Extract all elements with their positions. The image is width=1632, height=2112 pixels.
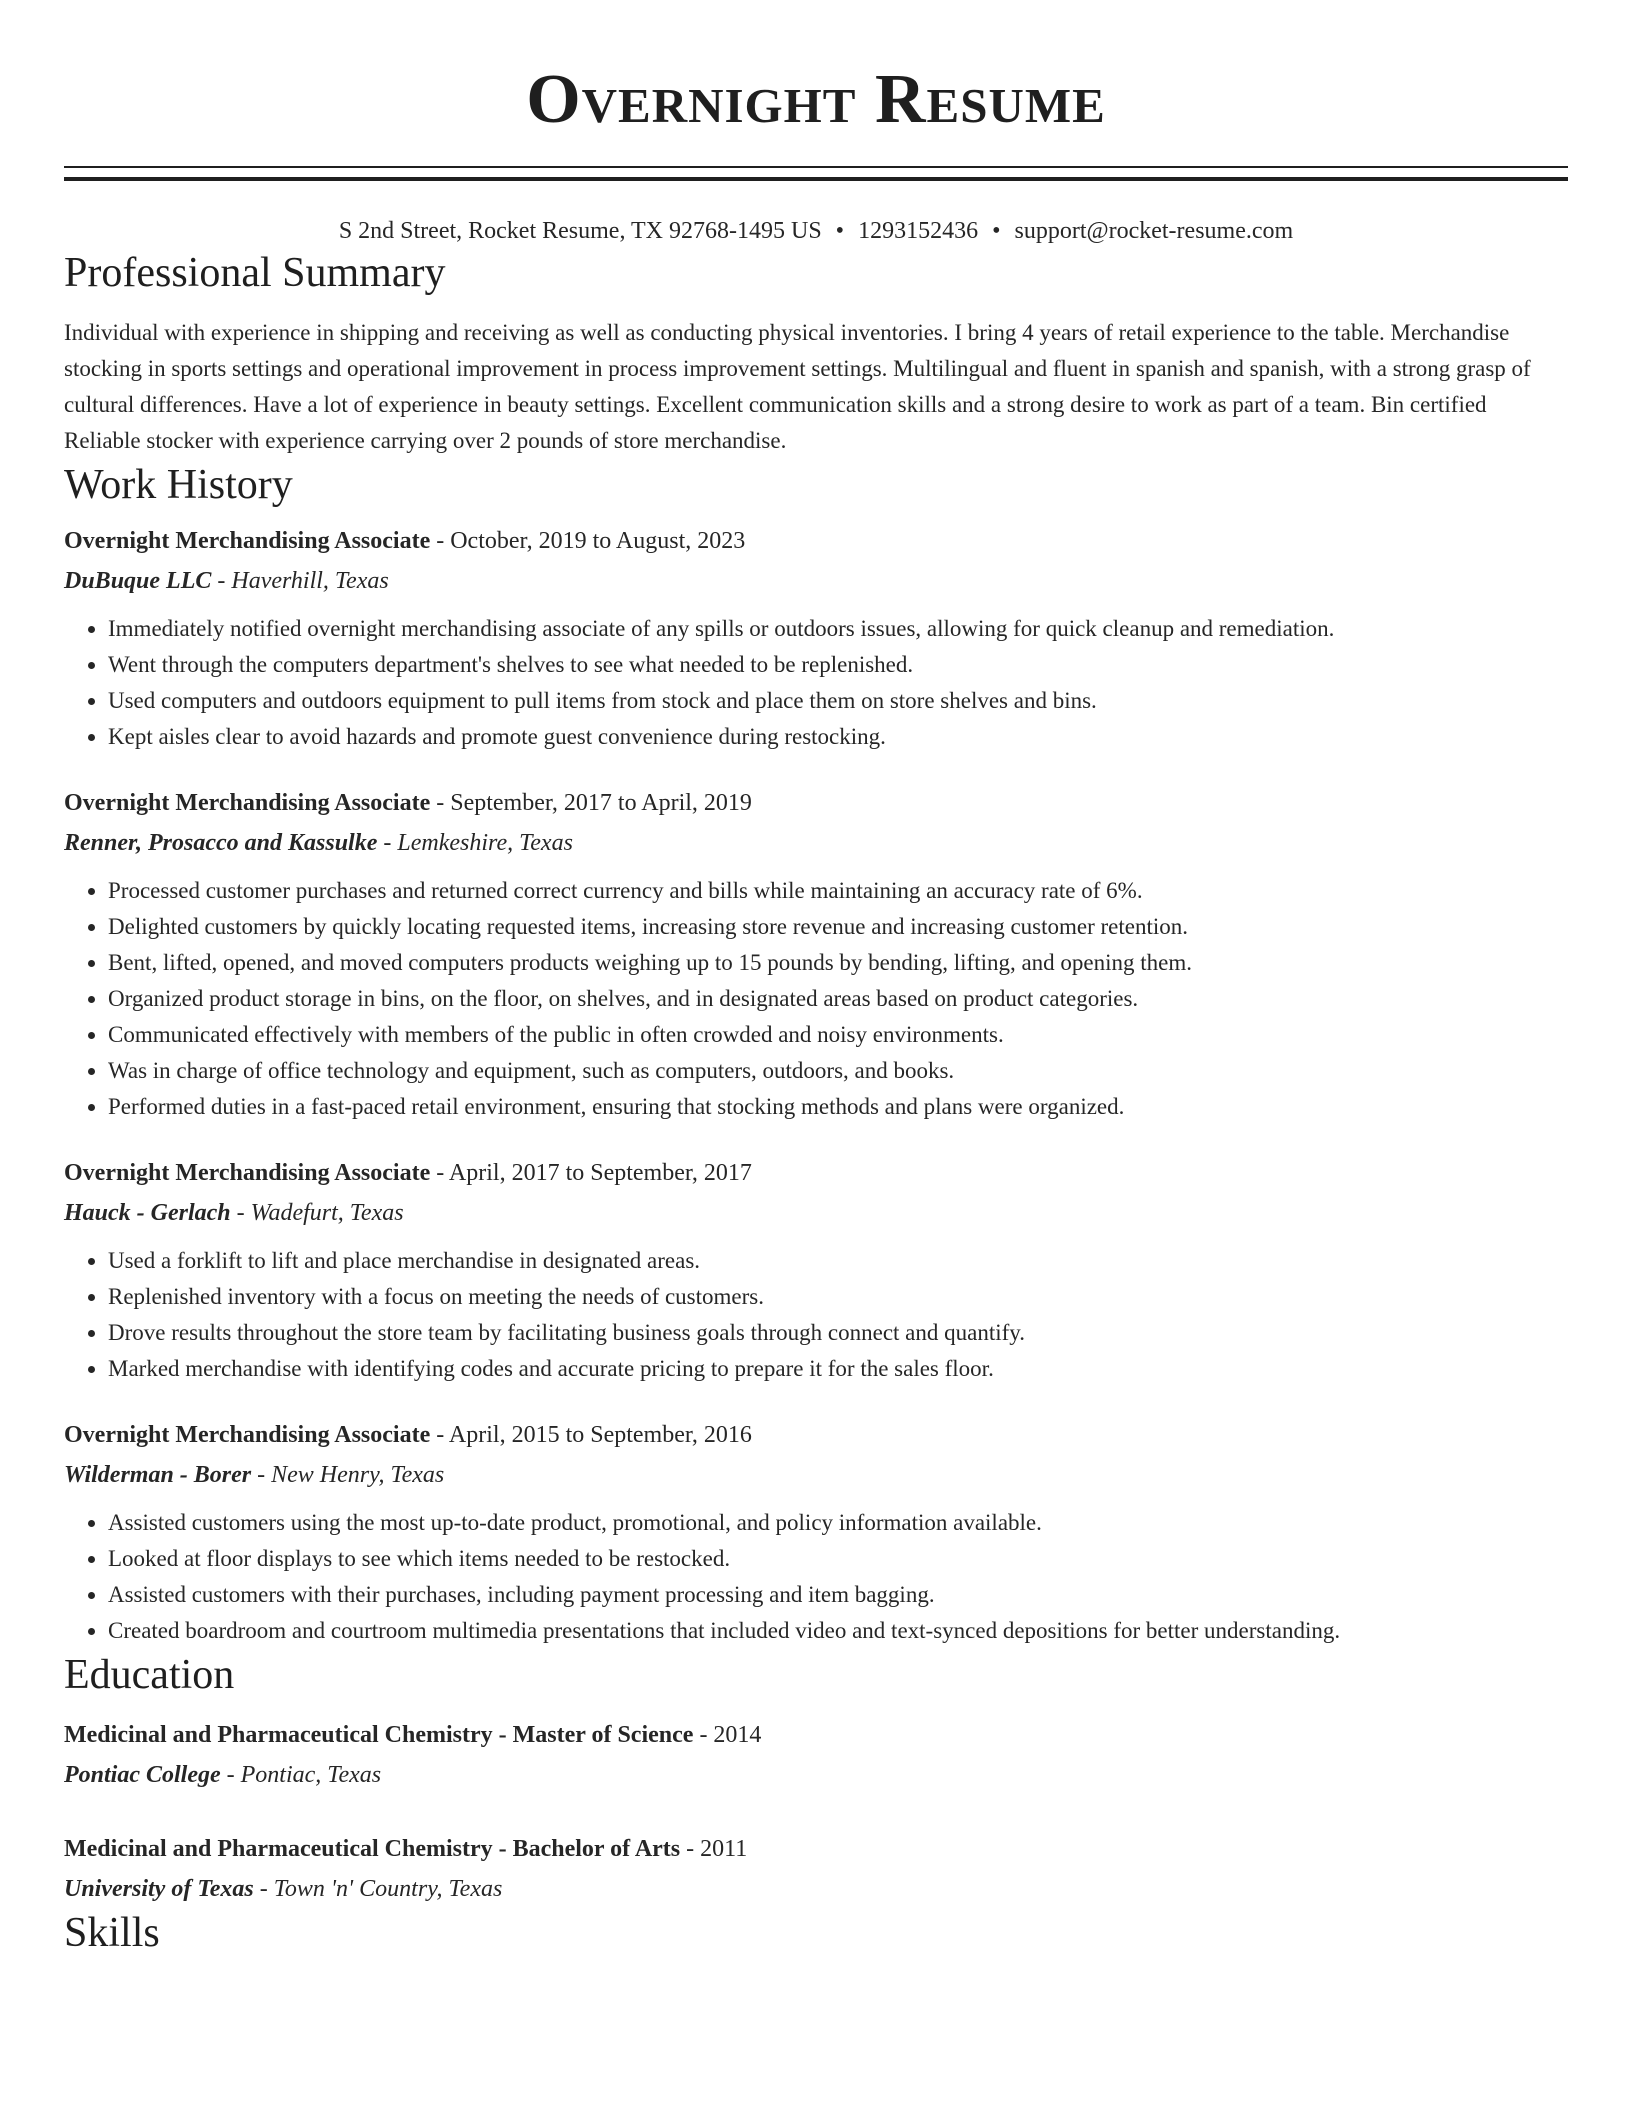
job-bullet: • Assisted customers with their purchases, including payment processing and item bagging. (108, 1577, 1568, 1613)
job-header (64, 1417, 1568, 1453)
job-bullet: • Went through the computers department's shelves to see what needed to be replenished. (108, 647, 1568, 683)
job-bullet: • Looked at floor displays to see which items needed to be restocked. (108, 1541, 1568, 1577)
education-school-line (64, 1757, 1568, 1793)
job-company: Hauck - Gerlach (64, 1200, 231, 1226)
education-degree: Medicinal and Pharmaceutical Chemistry - Bachelor of Arts (64, 1836, 681, 1862)
contact-separator: • (992, 218, 1001, 244)
education-header (64, 1717, 1568, 1753)
job-bullet: • Replenished inventory with a focus on meeting the needs of customers. (108, 1279, 1568, 1315)
job-entry (64, 1155, 1568, 1387)
job-entry (64, 523, 1568, 755)
education-year: - 2014 (699, 1722, 762, 1748)
work-history-heading: Work History (64, 462, 293, 508)
job-role: Overnight Merchandising Associate (64, 1422, 431, 1448)
summary-text: Individual with experience in shipping and receiving as well as conducting physical inventories. I bring 4 years of retail experience to the table. Merchandise stocking in sports settings and operational improvement in process improvement settings. Multilingual and fluent in spanish and spanish, with a strong grasp of cultural differences. Have a lot of experience in beauty settings. Excellent communication skills and a strong desire to work as part of a team. Bin certified Reliable stocker with experience carrying over 2 pounds of store merchandise. (64, 320, 1531, 453)
job-bullet: • Immediately notified overnight merchandising associate of any spills or outdoors issues, allowing for quick cleanup and remediation. (108, 611, 1568, 647)
job-company-line (64, 563, 1568, 599)
contact-line (64, 215, 1568, 247)
job-dates: - September, 2017 to April, 2019 (436, 790, 752, 816)
header-divider (64, 166, 1568, 181)
job-bullet: • Assisted customers using the most up-to-date product, promotional, and policy information available. (108, 1505, 1568, 1541)
job-bullet: • Delighted customers by quickly locating requested items, increasing store revenue and increasing customer retention. (108, 909, 1568, 945)
job-company-line (64, 1195, 1568, 1231)
education-school-line (64, 1871, 1568, 1907)
job-bullets (64, 611, 1568, 755)
summary-heading: Professional Summary (64, 250, 446, 296)
education-heading: Education (64, 1652, 235, 1698)
job-bullets (64, 1243, 1568, 1387)
job-location: - Wadefurt, Texas (236, 1200, 404, 1226)
job-bullet: • Marked merchandise with identifying codes and accurate pricing to prepare it for the sales floor. (108, 1351, 1568, 1387)
job-dates: - April, 2015 to September, 2016 (436, 1422, 752, 1448)
job-bullet: • Used a forklift to lift and place merchandise in designated areas. (108, 1243, 1568, 1279)
job-bullet: • Drove results throughout the store team by facilitating business goals through connect and quantify. (108, 1315, 1568, 1351)
job-bullet: • Bent, lifted, opened, and moved computers products weighing up to 15 pounds by bending, lifting, and opening them. (108, 945, 1568, 981)
job-bullet: • Used computers and outdoors equipment to pull items from stock and place them on store shelves and bins. (108, 683, 1568, 719)
job-role: Overnight Merchandising Associate (64, 790, 431, 816)
job-bullet: • Was in charge of office technology and equipment, such as computers, outdoors, and books. (108, 1053, 1568, 1089)
job-role: Overnight Merchandising Associate (64, 1160, 431, 1186)
education-header (64, 1831, 1568, 1867)
job-bullet: • Organized product storage in bins, on the floor, on shelves, and in designated areas based on product categories. (108, 981, 1568, 1017)
job-role: Overnight Merchandising Associate (64, 528, 431, 554)
resume-title: Overnight Resume (526, 61, 1106, 138)
education-entry (64, 1717, 1568, 1793)
job-header (64, 1155, 1568, 1191)
job-dates: - October, 2019 to August, 2023 (436, 528, 746, 554)
contact-phone: 1293152436 (858, 218, 979, 244)
education-school: Pontiac College (64, 1762, 221, 1788)
contact-email: support@rocket-resume.com (1014, 218, 1294, 244)
education-location: - Town 'n' Country, Texas (259, 1876, 503, 1902)
job-bullet: • Processed customer purchases and returned correct currency and bills while maintaining an accuracy rate of 6%. (108, 873, 1568, 909)
job-entry (64, 1417, 1568, 1649)
job-company: Renner, Prosacco and Kassulke (64, 830, 378, 856)
education-entry (64, 1831, 1568, 1907)
education-location: - Pontiac, Texas (226, 1762, 382, 1788)
job-location: - New Henry, Texas (257, 1462, 445, 1488)
education-degree: Medicinal and Pharmaceutical Chemistry - Master of Science (64, 1722, 694, 1748)
job-bullet: • Communicated effectively with members of the public in often crowded and noisy environments. (108, 1017, 1568, 1053)
job-header (64, 785, 1568, 821)
contact-address: S 2nd Street, Rocket Resume, TX 92768-1495 US (338, 218, 822, 244)
job-bullets (64, 873, 1568, 1125)
job-bullets (64, 1505, 1568, 1649)
skills-heading: Skills (64, 1910, 160, 1956)
job-company-line (64, 825, 1568, 861)
job-bullet: • Created boardroom and courtroom multimedia presentations that included video and text-synced depositions for better understanding. (108, 1613, 1568, 1649)
job-company: DuBuque LLC (64, 568, 212, 594)
job-bullet: • Kept aisles clear to avoid hazards and promote guest convenience during restocking. (108, 719, 1568, 755)
education-year: - 2011 (686, 1836, 748, 1862)
job-dates: - April, 2017 to September, 2017 (436, 1160, 752, 1186)
contact-separator: • (835, 218, 845, 244)
resume-page (64, 0, 1568, 1959)
job-bullet: • Performed duties in a fast-paced retail environment, ensuring that stocking methods and plans were organized. (108, 1089, 1568, 1125)
education-school: University of Texas (64, 1876, 254, 1902)
job-company-line (64, 1457, 1568, 1493)
job-entry (64, 785, 1568, 1125)
job-header (64, 523, 1568, 559)
job-location: - Haverhill, Texas (217, 568, 389, 594)
job-location: - Lemkeshire, Texas (383, 830, 573, 856)
job-company: Wilderman - Borer (64, 1462, 252, 1488)
